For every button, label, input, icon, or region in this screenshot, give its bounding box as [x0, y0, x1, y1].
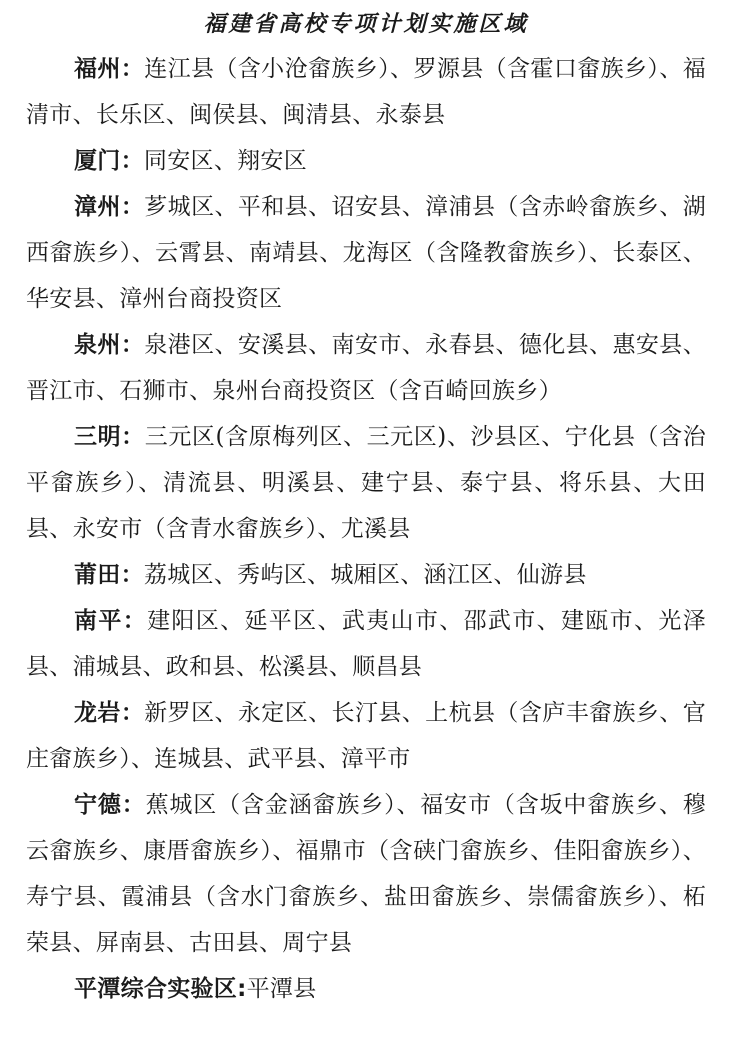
region-ningde — [26, 782, 706, 966]
region-areas: 平潭县 — [246, 976, 317, 1002]
region-name: 莆田 — [74, 562, 121, 588]
region-name: 福州 — [74, 56, 121, 82]
region-separator: ： — [120, 148, 144, 174]
region-separator: ： — [120, 332, 145, 358]
region-name: 泉州 — [74, 332, 121, 358]
region-areas: 新罗区、永定区、长汀县、上杭县（含庐丰畲族乡、官庄畲族乡）、连城县、武平县、漳平市 — [26, 700, 706, 772]
region-name: 厦门 — [74, 148, 121, 174]
region-fuzhou — [26, 46, 706, 138]
region-areas: 芗城区、平和县、诏安县、漳浦县（含赤岭畲族乡、湖西畲族乡）、云霄县、南靖县、龙海区（含隆教畲族乡）、长泰区、华安县、漳州台商投资区 — [26, 194, 706, 312]
region-separator: ： — [120, 562, 144, 588]
document-title: 福建省高校专项计划实施区域 — [203, 11, 529, 37]
region-separator: : — [237, 976, 247, 1002]
region-name: 三明 — [74, 424, 122, 450]
region-longyan — [26, 690, 706, 782]
region-areas: 荔城区、秀屿区、城厢区、涵江区、仙游县 — [143, 562, 587, 588]
region-nanping — [26, 598, 706, 690]
region-separator: ： — [120, 700, 145, 726]
region-areas: 建阳区、延平区、武夷山市、邵武市、建瓯市、光泽县、浦城县、政和县、松溪县、顺昌县 — [26, 608, 706, 680]
region-separator: ： — [121, 424, 145, 450]
region-xiamen — [26, 138, 706, 184]
region-areas: 同安区、翔安区 — [143, 148, 308, 174]
region-pingtan — [26, 966, 706, 1012]
region-name: 宁德 — [74, 792, 122, 818]
region-sanming — [26, 414, 706, 552]
region-separator: ： — [121, 792, 146, 818]
region-separator: ： — [120, 194, 145, 220]
region-areas: 泉港区、安溪县、南安市、永春县、德化县、惠安县、晋江市、石狮市、泉州台商投资区（含百崎回族乡） — [26, 332, 706, 404]
region-separator: ： — [122, 608, 148, 634]
region-name: 平潭综合实验区 — [74, 976, 238, 1002]
region-name: 龙岩 — [74, 700, 121, 726]
region-areas: 蕉城区（含金涵畲族乡）、福安市（含坂中畲族乡、穆云畲族乡、康厝畲族乡）、福鼎市（含硖门畲族乡、佳阳畲族乡）、寿宁县、霞浦县（含水门畲族乡、盐田畲族乡、崇儒畲族乡）、柘荣县、屏南县、古田县、周宁县 — [26, 792, 706, 956]
region-putian — [26, 552, 706, 598]
region-name: 漳州 — [74, 194, 121, 220]
region-quanzhou — [26, 322, 706, 414]
region-separator: ： — [120, 56, 145, 82]
region-areas: 三元区(含原梅列区、三元区)、沙县区、宁化县（含治平畲族乡）、清流县、明溪县、建宁县、泰宁县、将乐县、大田县、永安市（含青水畲族乡）、尤溪县 — [26, 424, 706, 542]
region-areas: 连江县（含小沧畲族乡）、罗源县（含霍口畲族乡）、福清市、长乐区、闽侯县、闽清县、永泰县 — [26, 56, 706, 128]
region-name: 南平 — [74, 608, 123, 634]
region-zhangzhou — [26, 184, 706, 322]
